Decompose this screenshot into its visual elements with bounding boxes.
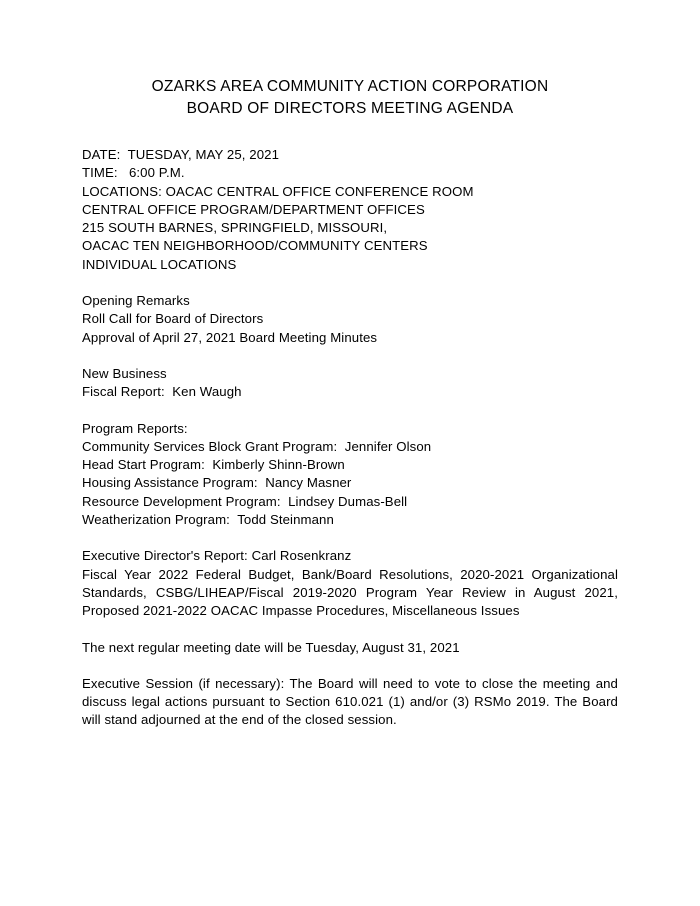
meeting-location-offices-line: CENTRAL OFFICE PROGRAM/DEPARTMENT OFFICES <box>82 201 425 217</box>
csbg-program-line: Community Services Block Grant Program: Jennifer Olson <box>82 438 432 454</box>
executive-director-report-line: Executive Director's Report: Carl Rosenkranz <box>82 548 352 564</box>
opening-remarks-line: Opening Remarks <box>82 293 190 309</box>
program-reports-heading: Program Reports: <box>82 420 188 436</box>
weatherization-program-line: Weatherization Program: Todd Steinmann <box>82 512 334 528</box>
executive-director-paragraph: Fiscal Year 2022 Federal Budget, Bank/Board Resolutions, 2020-2021 Organizational Standards, CSBG/LIHEAP/Fiscal 2019-2020 Program Year Review in August 2021, Proposed 2021-2022 OACAC Impasse Procedures, Miscellaneous Issues <box>82 566 618 619</box>
program-reports-block <box>82 420 618 530</box>
spacer-after-new-business <box>82 402 618 420</box>
head-start-program-line: Head Start Program: Kimberly Shinn-Brown <box>82 457 345 473</box>
meeting-individual-locations-line: INDIVIDUAL LOCATIONS <box>82 256 237 272</box>
meeting-locations-line: LOCATIONS: OACAC CENTRAL OFFICE CONFERENCE ROOM <box>82 183 474 199</box>
housing-assistance-program-line: Housing Assistance Program: Nancy Masner <box>82 475 352 491</box>
spacer-after-details <box>82 274 618 292</box>
new-business-heading: New Business <box>82 365 167 381</box>
executive-director-block <box>82 547 618 620</box>
spacer-after-program-reports <box>82 529 618 547</box>
spacer-after-opening <box>82 347 618 365</box>
executive-session-paragraph: Executive Session (if necessary): The Board will need to vote to close the meeting and discuss legal actions pursuant to Section 610.021 (1) and/or (3) RSMo 2019. The Board will stand adjourned at the end of the closed session. <box>82 675 618 728</box>
document-title <box>82 76 618 120</box>
spacer-after-next-meeting <box>82 657 618 675</box>
document-body <box>82 146 618 730</box>
fiscal-report-line: Fiscal Report: Ken Waugh <box>82 384 242 400</box>
meeting-date-line: DATE: TUESDAY, MAY 25, 2021 <box>82 147 280 162</box>
roll-call-line: Roll Call for Board of Directors <box>82 311 264 327</box>
spacer-after-executive-director <box>82 621 618 639</box>
meeting-time-line: TIME: 6:00 P.M. <box>82 165 185 181</box>
resource-development-program-line: Resource Development Program: Lindsey Dumas-Bell <box>82 493 408 509</box>
meeting-address-line: 215 SOUTH BARNES, SPRINGFIELD, MISSOURI, <box>82 220 388 236</box>
new-business-block <box>82 365 618 402</box>
minutes-approval-line: Approval of April 27, 2021 Board Meeting Minutes <box>82 329 378 345</box>
next-meeting-line: The next regular meeting date will be Tuesday, August 31, 2021 <box>82 639 460 655</box>
opening-block <box>82 292 618 347</box>
meeting-details-block <box>82 146 618 274</box>
document-title-line-1: OZARKS AREA COMMUNITY ACTION CORPORATION <box>151 78 549 95</box>
meeting-centers-line: OACAC TEN NEIGHBORHOOD/COMMUNITY CENTERS <box>82 238 428 254</box>
document-title-line-2: BOARD OF DIRECTORS MEETING AGENDA <box>186 100 514 117</box>
